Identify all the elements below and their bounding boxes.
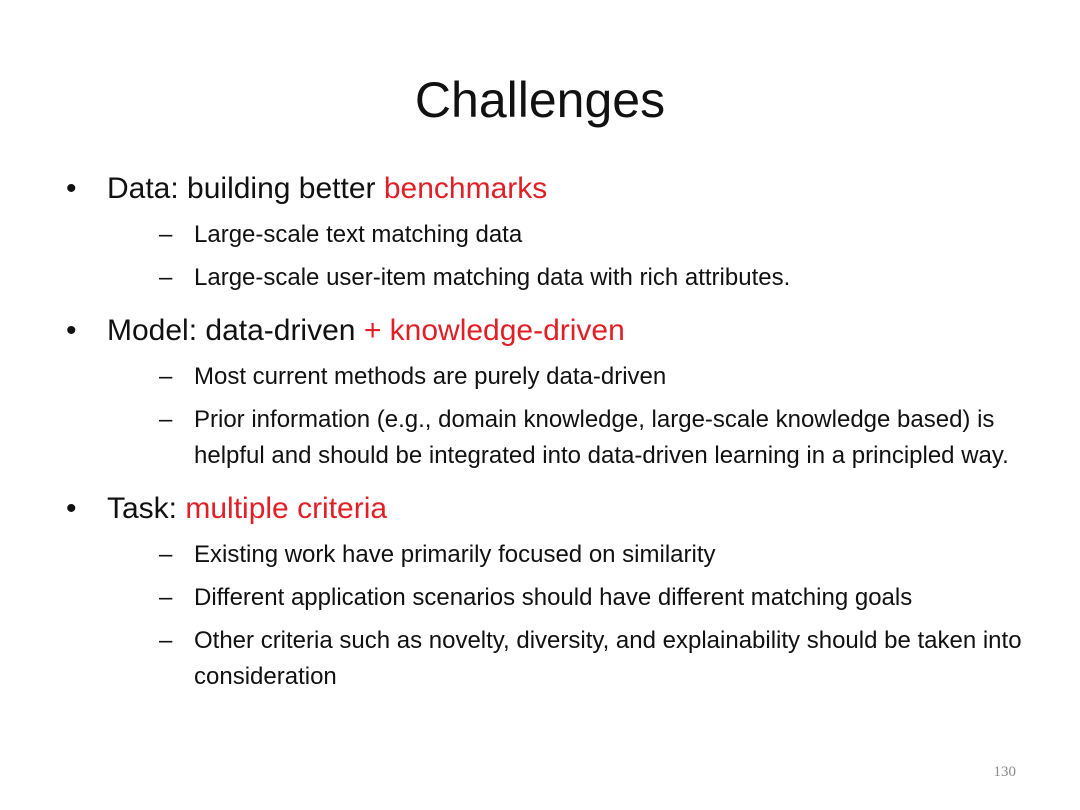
dash-icon: – <box>159 221 173 248</box>
bullet-list <box>66 168 1026 695</box>
bullet-lead: Data: building better <box>107 172 384 205</box>
page-number: 130 <box>993 764 1016 780</box>
subitem-text: Existing work have primarily focused on similarity <box>194 541 716 568</box>
bullet-dot-icon: • <box>66 314 77 347</box>
subitem-list <box>107 217 1026 296</box>
subitem-list <box>107 359 1026 474</box>
bullet-item-task <box>66 488 1026 695</box>
bullet-highlight: multiple criteria <box>185 492 388 525</box>
bullet-lead: Model: data-driven <box>107 314 364 347</box>
subitem-text: Different application scenarios should have different matching goals <box>194 584 913 611</box>
subitem <box>107 217 1054 253</box>
subitem <box>107 260 1054 296</box>
bullet-highlight: + knowledge-driven <box>363 314 625 347</box>
dash-icon: – <box>159 541 173 568</box>
bullet-item-model <box>66 310 1026 474</box>
subitem <box>107 623 1054 695</box>
dash-icon: – <box>159 584 173 611</box>
subitem-text: Other criteria such as novelty, diversity, and explainability should be taken into consideration <box>194 627 1022 690</box>
subitem-text: Most current methods are purely data-driven <box>194 363 667 390</box>
bullet-dot-icon: • <box>66 172 77 205</box>
dash-icon: – <box>159 264 173 291</box>
subitem-text: Prior information (e.g., domain knowledge, large-scale knowledge based) is helpful and should be integrated into data-driven learning in a principled way. <box>194 406 1009 469</box>
slide-title: Challenges <box>414 72 666 128</box>
subitem-list <box>107 537 1026 695</box>
bullet-highlight: benchmarks <box>383 172 548 205</box>
subitem <box>107 359 1054 395</box>
subitem-text: Large-scale user-item matching data with rich attributes. <box>194 264 791 291</box>
bullet-dot-icon: • <box>66 492 77 525</box>
bullet-item-data <box>66 168 1026 296</box>
subitem-text: Large-scale text matching data <box>194 221 523 248</box>
dash-icon: – <box>159 406 173 433</box>
bullet-lead: Task: <box>107 492 186 525</box>
dash-icon: – <box>159 627 173 654</box>
dash-icon: – <box>159 363 173 390</box>
subitem <box>107 580 1054 616</box>
subitem <box>107 537 1054 573</box>
subitem <box>107 402 1054 474</box>
